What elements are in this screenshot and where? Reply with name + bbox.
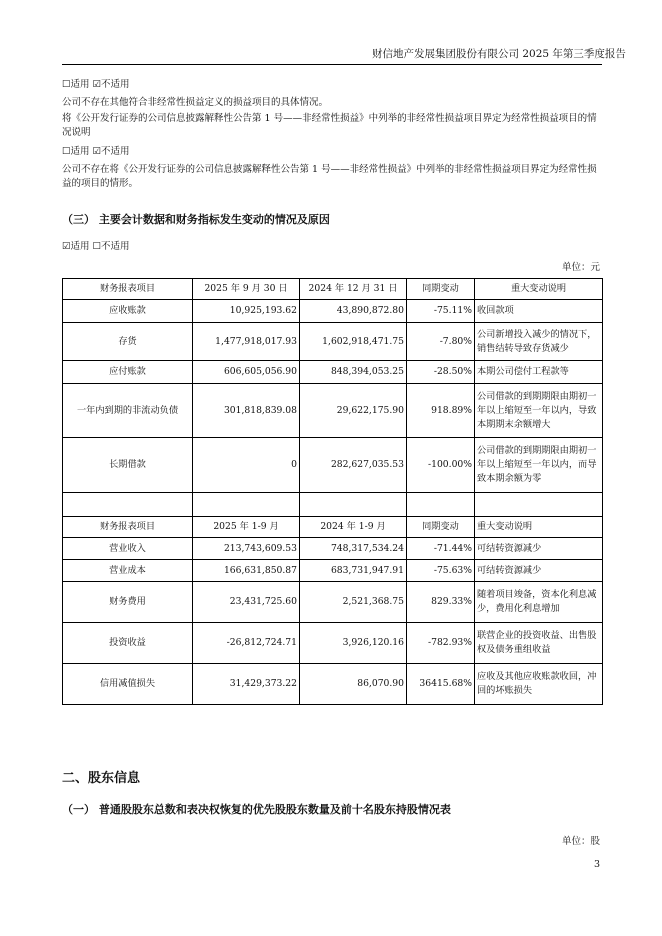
applicability-checkbox-3: ☑适用 ☐不适用 [62,241,130,252]
change-cell: -782.93% [407,623,475,664]
item-cell: 存货 [63,323,193,361]
table-row [63,538,603,560]
table-row [63,384,603,438]
table-header-row [63,517,603,538]
value-cell: 23,431,725.60 [193,582,300,623]
header-cell: 2025 年 9 月 30 日 [193,279,300,300]
page-header-title: 财信地产发展集团股份有限公司 2025 年第三季度报告 [372,48,626,60]
nonrecurring-reclassification-heading: 将《公开发行证券的公司信息披露解释性公告第 1 号——非经常性损益》中列举的非经常性损益项目界定为经常性损益项目的情况说明 [62,113,597,138]
value-cell: 86,070.90 [300,664,407,705]
item-cell: 一年内到期的非流动负债 [63,384,193,438]
change-cell: -28.50% [407,361,475,384]
value-cell: 1,477,918,017.93 [193,323,300,361]
table-header-row [63,279,603,300]
change-cell: -71.44% [407,538,475,560]
item-cell: 应付账款 [63,361,193,384]
reason-cell: 应收及其他应收账款收回，冲回的坏账损失 [475,664,603,705]
value-cell: 1,602,918,471.75 [300,323,407,361]
change-cell: 36415.68% [407,664,475,705]
unit-label-shares: 单位：股 [561,836,600,847]
header-cell: 同期变动 [407,279,475,300]
reason-cell: 公司借款的到期期限由期初一年以上缩短至一年以内，而导致本期余额为零 [475,438,603,493]
reason-cell: 本期公司偿付工程款等 [475,361,603,384]
value-cell: -26,812,724.71 [193,623,300,664]
table-row [63,664,603,705]
value-cell: 0 [193,438,300,493]
header-cell: 2024 年 12 月 31 日 [300,279,407,300]
item-cell: 信用减值损失 [63,664,193,705]
item-cell: 财务费用 [63,582,193,623]
reason-cell: 公司借款的到期期限由期初一年以上缩短至一年以内，导致本期期末余额增大 [475,384,603,438]
nonrecurring-other-statement: 公司不存在其他符合非经常性损益定义的损益项目的具体情况。 [62,97,329,108]
section-two-title: 二、股东信息 [62,771,141,786]
item-cell: 长期借款 [63,438,193,493]
change-cell: 829.33% [407,582,475,623]
reason-cell: 可结转资源减少 [475,560,603,582]
change-cell: -100.00% [407,438,475,493]
value-cell: 31,429,373.22 [193,664,300,705]
value-cell: 43,890,872.80 [300,300,407,323]
change-cell: -75.63% [407,560,475,582]
value-cell: 10,925,193.62 [193,300,300,323]
value-cell: 166,631,850.87 [193,560,300,582]
value-cell: 683,731,947.91 [300,560,407,582]
value-cell: 282,627,035.53 [300,438,407,493]
change-cell: -75.11% [407,300,475,323]
value-cell: 213,743,609.53 [193,538,300,560]
value-cell: 3,926,120.16 [300,623,407,664]
item-cell: 投资收益 [63,623,193,664]
header-cell: 2025 年 1-9 月 [193,517,300,538]
value-cell: 606,605,056.90 [193,361,300,384]
value-cell: 848,394,053.25 [300,361,407,384]
header-cell: 同期变动 [407,517,475,538]
table-row [63,623,603,664]
shareholder-table-title: （一） 普通股股东总数和表决权恢复的优先股股东数量及前十名股东持股情况表 [62,803,451,816]
header-cell: 重大变动说明 [475,517,603,538]
item-cell: 营业成本 [63,560,193,582]
header-cell: 2024 年 1-9 月 [300,517,407,538]
table-row [63,560,603,582]
reason-cell: 公司新增投入减少的情况下，销售结转导致存货减少 [475,323,603,361]
table-row [63,438,603,493]
section-three-title: （三） 主要会计数据和财务指标发生变动的情况及原因 [62,213,330,226]
header-cell: 重大变动说明 [475,279,603,300]
item-cell: 应收账款 [63,300,193,323]
table-row [63,582,603,623]
table-row [63,361,603,384]
reason-cell: 联营企业的投资收益、出售股权及债务重组收益 [475,623,603,664]
reason-cell: 随着项目竣备，资本化利息减少，费用化利息增加 [475,582,603,623]
header-divider [62,64,602,65]
nonrecurring-reclassification-statement: 公司不存在将《公开发行证券的公司信息披露解释性公告第 1 号——非经常性损益》中列举的非经常性损益项目界定为经常性损益的项目的情形。 [62,164,597,189]
value-cell: 748,317,534.24 [300,538,407,560]
value-cell: 2,521,368.75 [300,582,407,623]
change-cell: -7.80% [407,323,475,361]
financial-changes-table [62,278,603,705]
item-cell: 营业收入 [63,538,193,560]
page-number: 3 [593,859,600,870]
value-cell: 301,818,839.08 [193,384,300,438]
table-row [63,323,603,361]
applicability-checkbox-2: ☐适用 ☑不适用 [62,146,130,157]
reason-cell: 收回款项 [475,300,603,323]
reason-cell: 可结转资源减少 [475,538,603,560]
header-cell: 财务报表项目 [63,517,193,538]
table-row [63,300,603,323]
header-cell: 财务报表项目 [63,279,193,300]
applicability-checkbox-1: ☐适用 ☑不适用 [62,79,130,90]
value-cell: 29,622,175.90 [300,384,407,438]
unit-label-yuan: 单位：元 [561,262,600,273]
change-cell: 918.89% [407,384,475,438]
table-spacer-row [63,493,603,517]
